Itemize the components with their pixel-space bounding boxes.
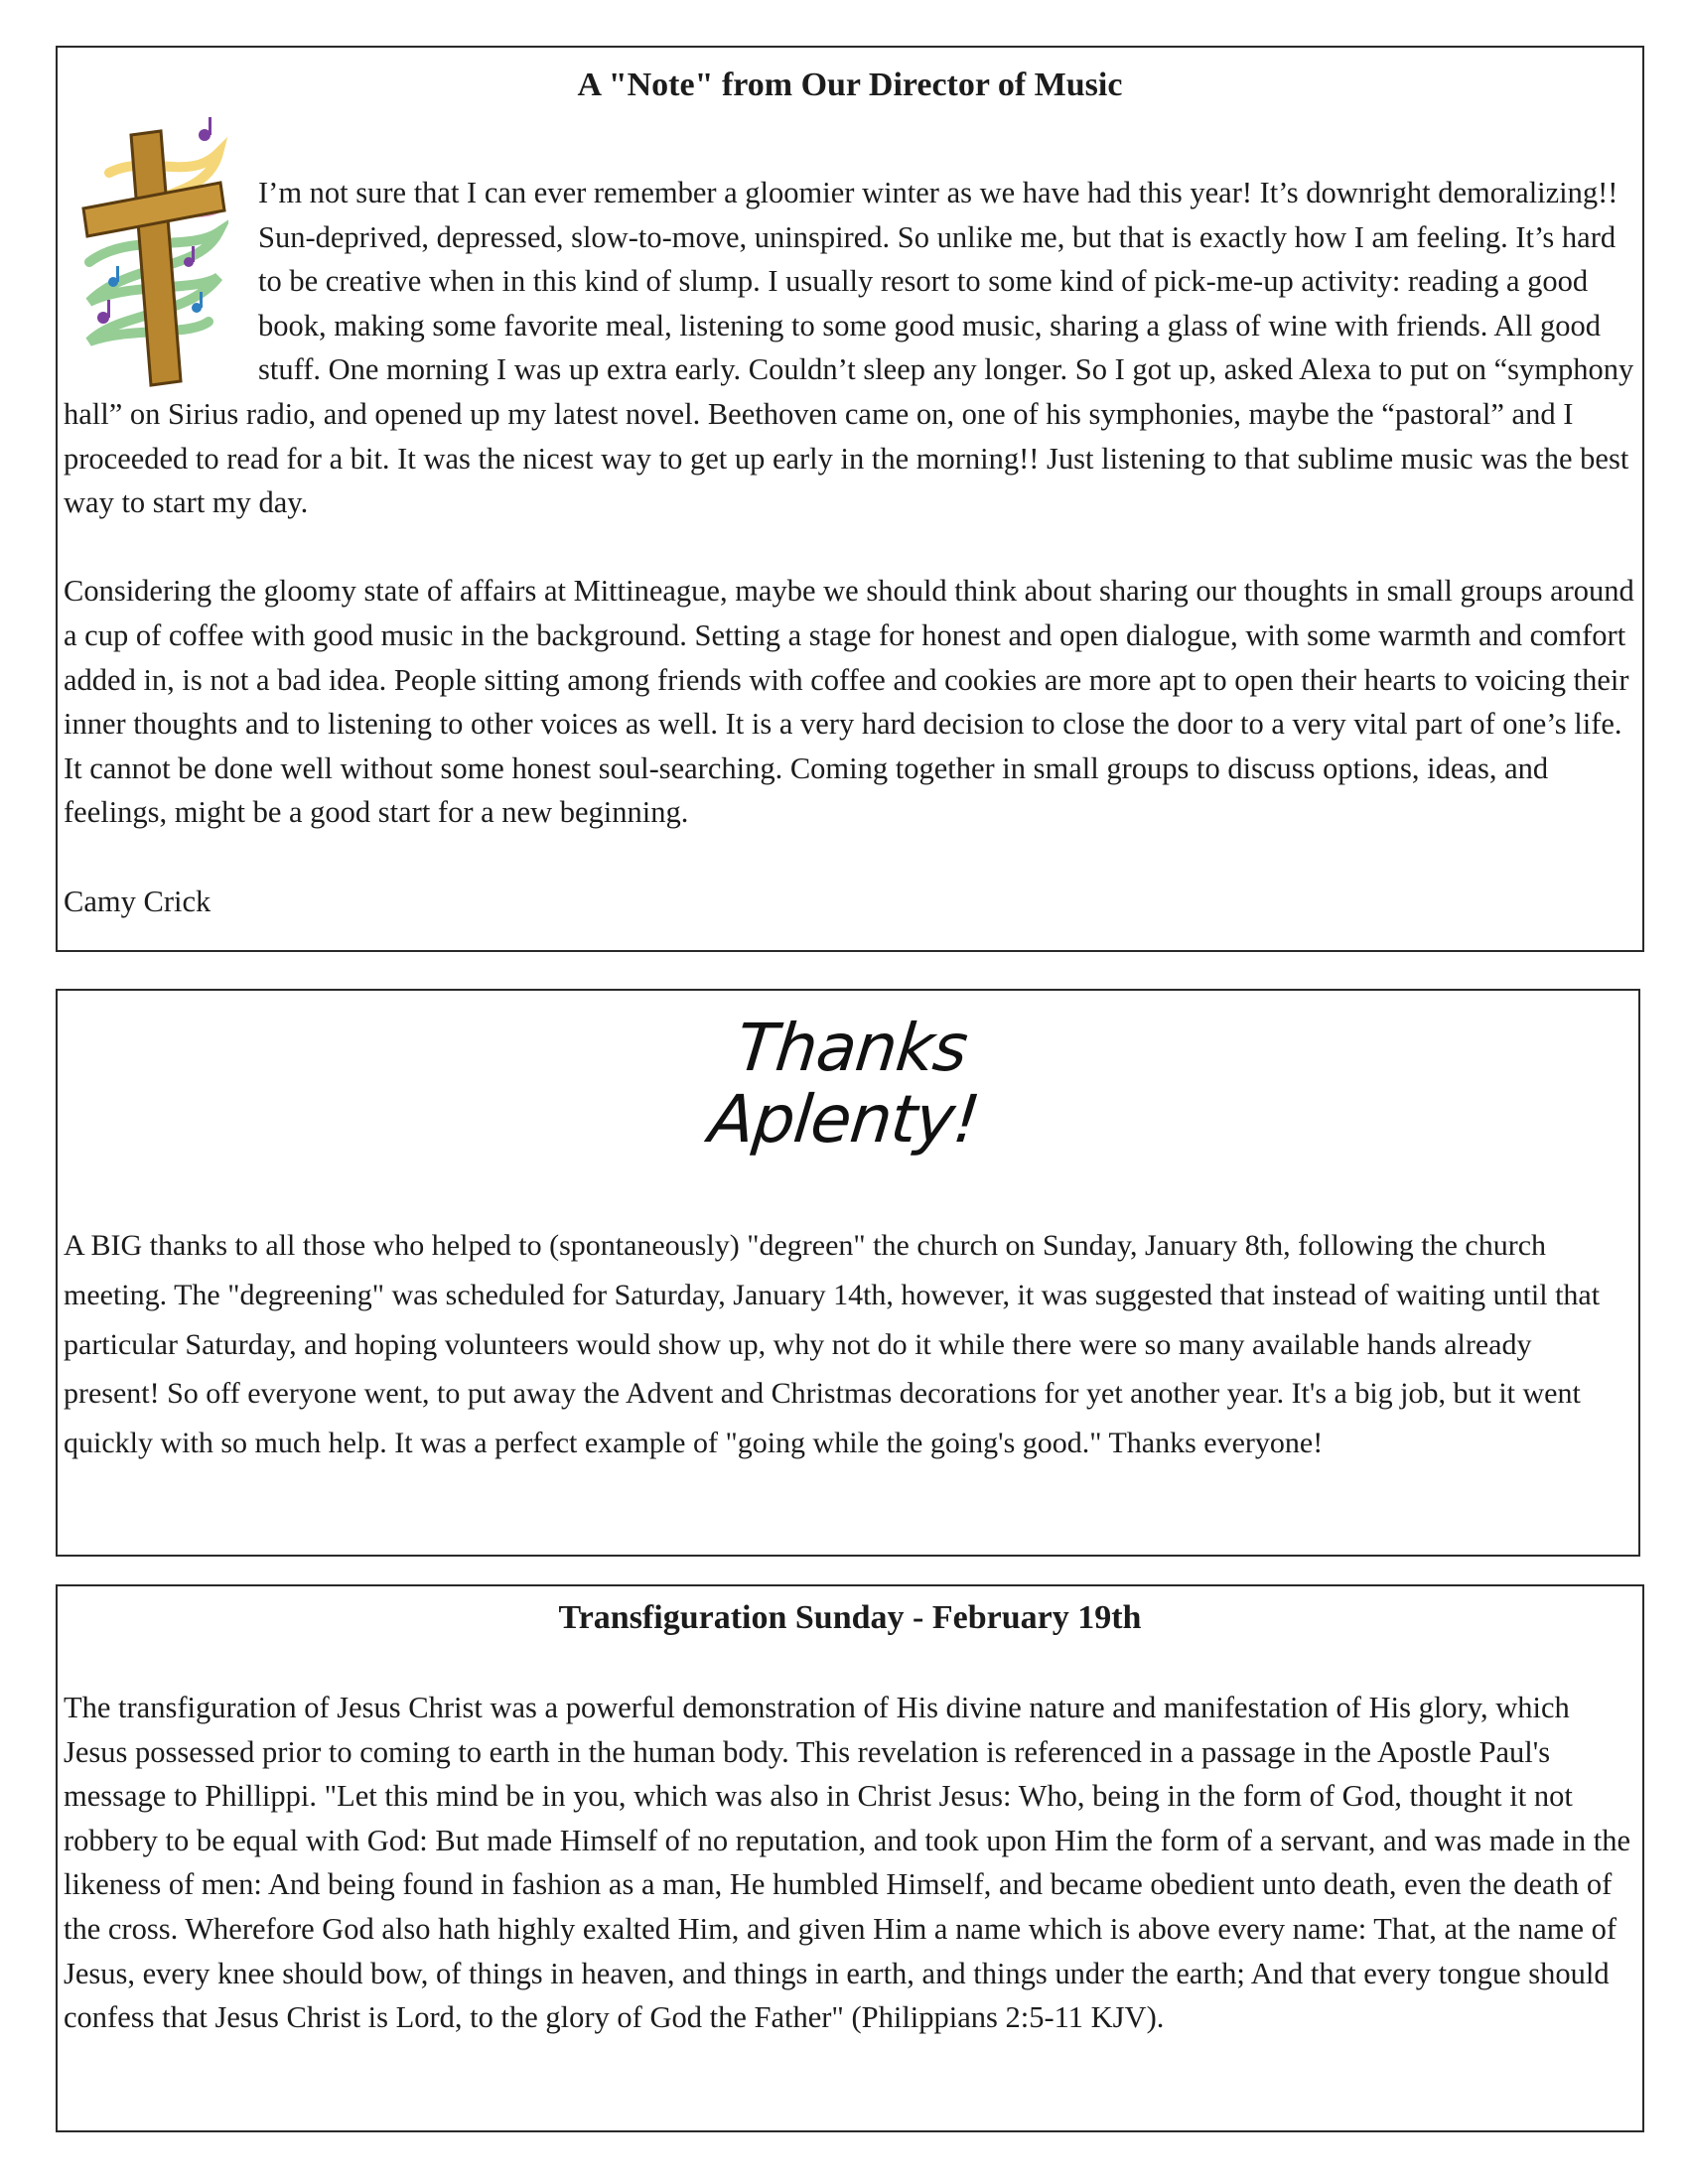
music-note-title: A "Note" from Our Director of Music — [577, 67, 1123, 103]
thanks-paragraph: A BIG thanks to all those who helped to (spontaneously) "degreen" the church on Sunday, January 8th, following the church meeting. The "degreening" was scheduled for Saturday, January 14th, however, it was suggested that instead of waiting until that particular Saturday, and hoping volunteers would show up, why not do it while there were so many available hands already present! So off everyone went, to put away the Advent and Christmas decorations for yet another year. It's a big job, but it went quickly with so much help. It was a perfect example of "going while the going's good." Thanks everyone! — [64, 1229, 1601, 1460]
transfiguration-body — [64, 1686, 1636, 2040]
transfiguration-paragraph: The transfiguration of Jesus Christ was a powerful demonstration of His divine nature and manifestation of His glory, which Jesus possessed prior to coming to earth in the human body. This revelation is referenced in a passage in the Apostle Paul's message to Phillippi. "Let this mind be in you, which was also in Christ Jesus: Who, being in the form of God, thought it not robbery to be equal with God: But made Himself of no reputation, and took upon Him the form of a servant, and was made in the likeness of men: And being found in fashion as a man, He humbled Himself, and became obedient unto death, even the death of the cross. Wherefore God also hath highly exalted Him, and given Him a name which is above every name: That, at the name of Jesus, every knee should bow, of things in heaven, and things in earth, and things under the earth; And that every tongue should confess that Jesus Christ is Lord, to the glory of God the Father" (Philippians 2:5-11 KJV). — [64, 1691, 1631, 2035]
music-note-section — [56, 46, 1644, 952]
thanks-heading-line2: Aplenty! — [705, 1081, 983, 1158]
thanks-heading-line1: Thanks — [733, 1010, 971, 1086]
music-note-paragraph-2: Considering the gloomy state of affairs at Mittineague, maybe we should think about sharing our thoughts in small groups around a cup of coffee with good music in the background. Setting a stage for honest and open dialogue, with some warmth and comfort added in, is not a bad idea. People sitting among friends with coffee and cookies are more apt to open their hearts to voicing their inner thoughts and to listening to other voices as well. It is a very hard decision to close the door to a very vital part of one’s life. It cannot be done well without some honest soul-searching. Coming together in small groups to discuss options, ideas, and feelings, might be a good start for a new beginning. — [64, 574, 1634, 830]
music-note-signature: Camy Crick — [64, 884, 211, 918]
transfiguration-section — [56, 1584, 1644, 2132]
transfiguration-title: Transfiguration Sunday - February 19th — [558, 1599, 1142, 1636]
music-note-paragraph-1: I’m not sure that I can ever remember a gloomier winter as we have had this year! It’s downright demoralizing!! Sun-deprived, depressed, slow-to-move, uninspired. So unlike me, but that is exactly how I am feeling. It’s hard to be creative when in this kind of slump. I usually resort to some kind of pick-me-up activity: reading a good book, making some favorite meal, listening to some good music, sharing a glass of wine with friends. All good stuff. One morning I was up extra early. Couldn’t sleep any longer. So I got up, asked Alexa to put on “symphony hall” on Sirius radio, and opened up my latest novel. Beethoven came on, one of his symphonies, maybe the “pastoral” and I proceeded to read for a bit. It was the nicest way to get up early in the morning!! Just listening to that sublime music was the best way to start my day. — [64, 176, 1634, 520]
thanks-heading — [50, 1010, 1645, 1158]
thanks-section — [56, 989, 1640, 1557]
thanks-body — [64, 1221, 1632, 1468]
music-note-body — [64, 171, 1636, 923]
